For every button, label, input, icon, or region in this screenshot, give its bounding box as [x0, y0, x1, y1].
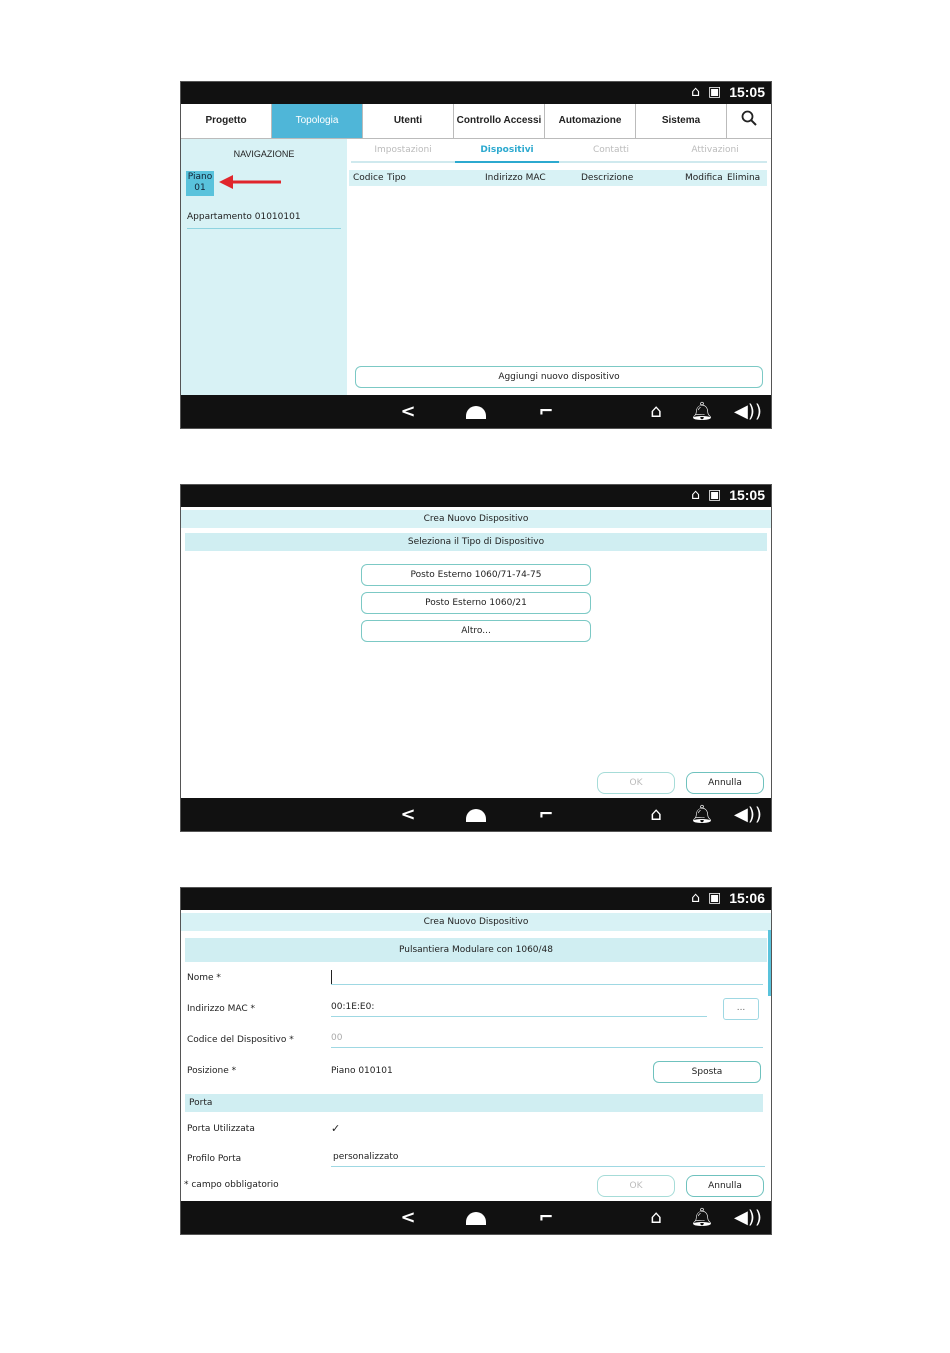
column-descrizione: Descrizione: [581, 173, 634, 183]
navigation-sidebar: [181, 139, 347, 395]
column-elimina: Elimina: [727, 173, 761, 183]
search-button[interactable]: [727, 104, 771, 138]
option-posto-esterno-21[interactable]: Posto Esterno 1060/21: [361, 592, 591, 614]
tab-attivazioni[interactable]: Attivazioni: [691, 145, 739, 155]
home-icon: [466, 809, 486, 822]
back-button[interactable]: <: [400, 1207, 416, 1228]
ok-button[interactable]: OK: [597, 772, 675, 794]
house-icon: ⌂: [650, 401, 662, 422]
status-time: 15:05: [729, 487, 765, 503]
tree-item-appartamento[interactable]: Appartamento 01010101: [187, 212, 341, 229]
mac-input[interactable]: 00:1E:E0:: [331, 1002, 707, 1017]
status-bar: [181, 888, 771, 910]
volume-button[interactable]: ◀)): [734, 401, 762, 422]
porta-utilizzata-checkbox[interactable]: ✓: [331, 1122, 341, 1135]
profilo-porta-select[interactable]: personalizzato: [331, 1152, 765, 1167]
dialog-title: Crea Nuovo Dispositivo: [181, 913, 771, 931]
cancel-button[interactable]: Annulla: [686, 772, 764, 794]
codice-input[interactable]: 00: [331, 1033, 763, 1048]
dialog-title: Crea Nuovo Dispositivo: [181, 510, 771, 528]
navigation-title: NAVIGAZIONE: [233, 149, 295, 159]
text-caret: [331, 970, 332, 984]
column-codice: Codice: [353, 173, 384, 183]
scrollbar[interactable]: [768, 930, 771, 996]
bell-icon: 🔔︎: [690, 401, 714, 422]
home-icon: [466, 406, 486, 419]
devices-table-header: [349, 170, 767, 186]
status-time: 15:06: [729, 890, 765, 906]
posizione-value: Piano 010101: [331, 1066, 393, 1076]
network-icon: ▣: [707, 84, 722, 100]
bell-button[interactable]: [687, 1201, 717, 1234]
ok-button[interactable]: OK: [597, 1175, 675, 1197]
tree-item-piano[interactable]: [186, 171, 214, 196]
option-altro[interactable]: Altro...: [361, 620, 591, 642]
menu-tab-topologia[interactable]: Topologia: [272, 104, 363, 138]
sub-tabs: [351, 145, 767, 163]
network-icon: ▣: [707, 890, 722, 906]
nome-input[interactable]: [331, 970, 763, 985]
bell-icon: 🔔︎: [690, 1207, 714, 1228]
tab-contatti[interactable]: Contatti: [592, 145, 630, 155]
recent-button[interactable]: ⌐: [538, 401, 554, 422]
codice-label: Codice del Dispositivo *: [187, 1035, 294, 1045]
option-posto-esterno-71-74-75[interactable]: Posto Esterno 1060/71-74-75: [361, 564, 591, 586]
bell-button[interactable]: [687, 798, 717, 831]
house-icon: ⌂: [691, 487, 700, 503]
status-time: 15:05: [729, 84, 765, 100]
house-icon: ⌂: [650, 804, 662, 825]
menu-tab-automazione[interactable]: Automazione: [545, 104, 636, 138]
house-icon: ⌂: [650, 1207, 662, 1228]
system-navbar: [181, 798, 771, 831]
bell-icon: 🔔︎: [690, 804, 714, 825]
dialog-subtitle: Pulsantiera Modulare con 1060/48: [185, 938, 767, 962]
porta-section-header: Porta: [185, 1094, 763, 1112]
menu-tab-progetto[interactable]: Progetto: [181, 104, 272, 138]
volume-button[interactable]: ◀)): [734, 804, 762, 825]
back-button[interactable]: <: [400, 401, 416, 422]
status-bar: [181, 485, 771, 507]
tab-impostazioni[interactable]: Impostazioni: [374, 145, 432, 155]
column-modifica: Modifica: [685, 173, 723, 183]
home-button[interactable]: [461, 395, 491, 428]
piano-number: 01: [194, 183, 206, 193]
red-arrow-icon: [219, 175, 283, 189]
column-tipo: Tipo: [387, 173, 406, 183]
system-navbar: [181, 395, 771, 428]
nome-label: Nome *: [187, 973, 221, 983]
required-note: * campo obbligatorio: [184, 1180, 279, 1190]
recent-button[interactable]: ⌐: [538, 1207, 554, 1228]
home-button[interactable]: [461, 798, 491, 831]
search-icon: [741, 110, 757, 126]
screen-seleziona-tipo: [180, 484, 772, 832]
back-button[interactable]: <: [400, 804, 416, 825]
add-device-button[interactable]: Aggiungi nuovo dispositivo: [355, 366, 763, 388]
network-icon: ▣: [707, 487, 722, 503]
bell-button[interactable]: [687, 395, 717, 428]
home-icon: [466, 1212, 486, 1225]
house-button[interactable]: [641, 1201, 671, 1234]
mac-more-button[interactable]: ...: [723, 998, 759, 1020]
system-navbar: [181, 1201, 771, 1234]
house-button[interactable]: [641, 798, 671, 831]
volume-button[interactable]: ◀)): [734, 1207, 762, 1228]
dialog-subtitle: Seleziona il Tipo di Dispositivo: [185, 533, 767, 551]
screen-topologia-dispositivi: [180, 81, 772, 429]
menu-tab-sistema[interactable]: Sistema: [636, 104, 727, 138]
piano-label: Piano: [187, 172, 213, 182]
menu-tab-controllo-accessi[interactable]: Controllo Accessi: [454, 104, 545, 138]
sposta-button[interactable]: Sposta: [653, 1061, 761, 1083]
porta-utilizzata-label: Porta Utilizzata: [187, 1124, 255, 1134]
posizione-label: Posizione *: [187, 1066, 237, 1076]
house-icon: ⌂: [691, 890, 700, 906]
menu-tab-utenti[interactable]: Utenti: [363, 104, 454, 138]
home-button[interactable]: [461, 1201, 491, 1234]
mac-label: Indirizzo MAC *: [187, 1004, 255, 1014]
profilo-porta-label: Profilo Porta: [187, 1154, 242, 1164]
status-bar: [181, 82, 771, 104]
main-menu: [181, 104, 771, 139]
tab-dispositivi[interactable]: Dispositivi: [455, 145, 559, 163]
house-button[interactable]: [641, 395, 671, 428]
house-icon: ⌂: [691, 84, 700, 100]
screen-nuovo-dispositivo-form: [180, 887, 772, 1235]
recent-button[interactable]: ⌐: [538, 804, 554, 825]
column-indirizzo-mac: Indirizzo MAC: [485, 173, 546, 183]
cancel-button[interactable]: Annulla: [686, 1175, 764, 1197]
